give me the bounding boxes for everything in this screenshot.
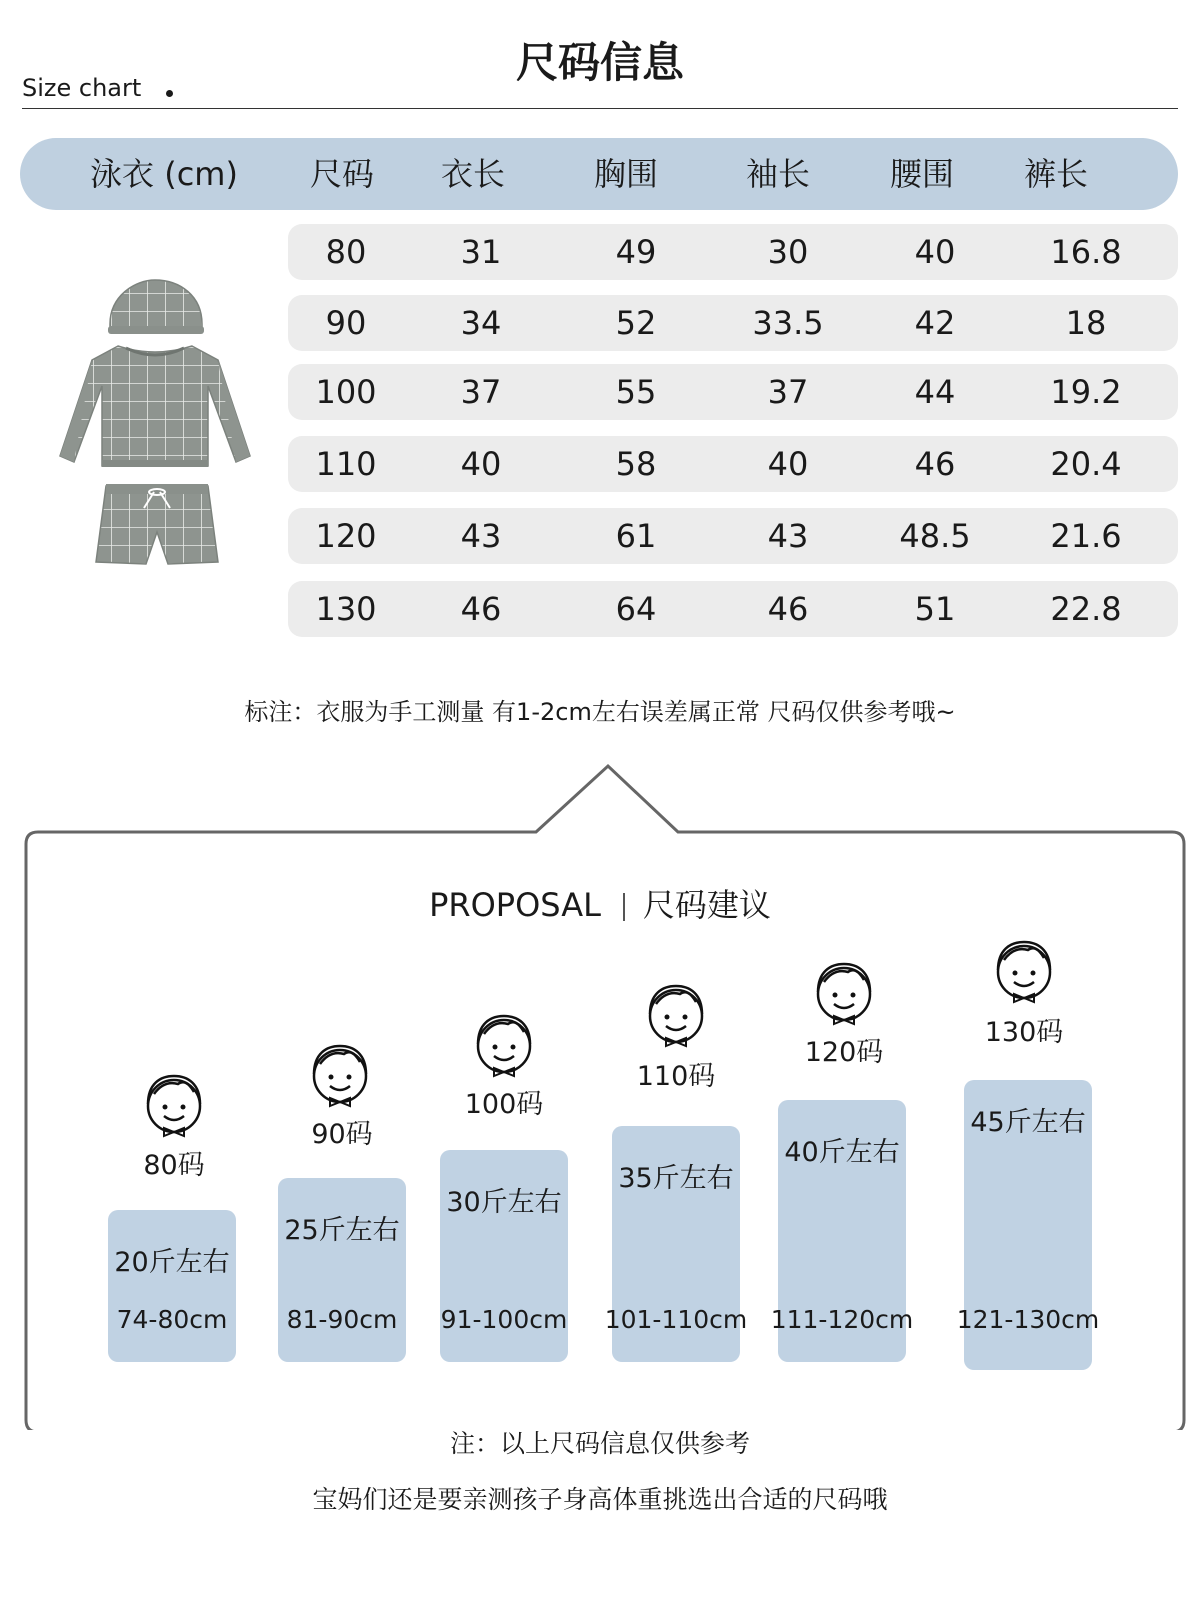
table-row bbox=[288, 295, 1178, 351]
cell-size: 80 bbox=[325, 233, 367, 271]
proposal-bar bbox=[956, 1080, 1100, 1370]
child-face-icon bbox=[810, 958, 878, 1030]
proposal-title bbox=[0, 880, 1200, 926]
cell-length: 37 bbox=[460, 373, 502, 411]
proposal-height: 91-100cm bbox=[440, 1305, 568, 1334]
cell-sleeve: 46 bbox=[767, 590, 809, 628]
proposal-bar bbox=[278, 1178, 406, 1362]
cell-chest: 58 bbox=[615, 445, 657, 483]
footer-advice: 宝妈们还是要亲测孩子身高体重挑选出合适的尺码哦 bbox=[312, 1485, 888, 1514]
cell-waist: 46 bbox=[914, 445, 956, 483]
column-header-sleeve: 袖长 bbox=[745, 155, 811, 193]
rash-guard-icon bbox=[60, 346, 250, 467]
proposal-size-label: 80码 bbox=[143, 1150, 205, 1181]
cell-pants-length: 16.8 bbox=[1050, 233, 1122, 271]
cell-chest: 49 bbox=[615, 233, 657, 271]
proposal-height: 111-120cm bbox=[770, 1305, 914, 1334]
proposal-weight: 30斤左右 bbox=[446, 1187, 562, 1218]
column-header-pants-length: 裤长 bbox=[1023, 155, 1089, 193]
proposal-height: 121-130cm bbox=[956, 1305, 1100, 1334]
proposal-size-label: 110码 bbox=[636, 1061, 716, 1092]
cell-waist: 42 bbox=[914, 304, 956, 342]
column-header-size: 尺码 bbox=[309, 155, 375, 193]
swimsuit-product-image bbox=[40, 276, 270, 586]
child-face-icon bbox=[306, 1040, 374, 1112]
swim-shorts-icon bbox=[96, 484, 218, 564]
proposal-title-cn: 尺码建议 bbox=[642, 886, 771, 924]
child-face-icon bbox=[990, 936, 1058, 1008]
cell-pants-length: 20.4 bbox=[1050, 445, 1122, 483]
header-divider bbox=[22, 108, 1178, 109]
column-header-length: 衣长 bbox=[440, 155, 506, 193]
table-row bbox=[288, 508, 1178, 564]
proposal-weight: 35斤左右 bbox=[618, 1163, 734, 1194]
bullet-dot bbox=[166, 90, 173, 97]
title-separator bbox=[623, 893, 625, 921]
table-row bbox=[288, 581, 1178, 637]
measurement-note: 标注：衣服为手工测量 有1-2cm左右误差属正常 尺码仅供参考哦~ bbox=[244, 698, 956, 726]
proposal-weight: 40斤左右 bbox=[784, 1137, 900, 1168]
column-header-swimwear: 泳衣 (cm) bbox=[90, 155, 238, 193]
child-face-icon bbox=[140, 1070, 208, 1142]
cell-sleeve: 40 bbox=[767, 445, 809, 483]
column-header-waist: 腰围 bbox=[889, 155, 955, 193]
proposal-bar bbox=[770, 1100, 914, 1362]
proposal-bar bbox=[108, 1210, 236, 1362]
cell-pants-length: 22.8 bbox=[1050, 590, 1122, 628]
cell-chest: 52 bbox=[615, 304, 657, 342]
proposal-title-en: PROPOSAL bbox=[429, 886, 601, 924]
proposal-size-label: 100码 bbox=[464, 1089, 544, 1120]
cell-size: 100 bbox=[315, 373, 377, 411]
cell-waist: 40 bbox=[914, 233, 956, 271]
page-subtitle: Size chart bbox=[22, 74, 142, 102]
proposal-bar bbox=[440, 1150, 568, 1362]
cell-waist: 44 bbox=[914, 373, 956, 411]
child-face-icon bbox=[470, 1010, 538, 1082]
column-header-chest: 胸围 bbox=[593, 155, 659, 193]
table-row bbox=[288, 436, 1178, 492]
cell-size: 110 bbox=[315, 445, 377, 483]
footer-note: 注：以上尺码信息仅供参考 bbox=[449, 1429, 750, 1458]
cell-sleeve: 30 bbox=[767, 233, 809, 271]
cell-pants-length: 21.6 bbox=[1050, 517, 1122, 555]
cell-sleeve: 43 bbox=[767, 517, 809, 555]
proposal-weight: 45斤左右 bbox=[970, 1107, 1086, 1138]
proposal-size-label: 130码 bbox=[984, 1017, 1064, 1048]
proposal-height: 74-80cm bbox=[116, 1305, 228, 1334]
proposal-height: 101-110cm bbox=[604, 1305, 748, 1334]
cell-size: 130 bbox=[315, 590, 377, 628]
size-table-header bbox=[20, 138, 1178, 210]
cell-length: 31 bbox=[460, 233, 502, 271]
table-row bbox=[288, 224, 1178, 280]
cell-length: 40 bbox=[460, 445, 502, 483]
cell-size: 120 bbox=[315, 517, 377, 555]
cell-length: 34 bbox=[460, 304, 502, 342]
cell-waist: 48.5 bbox=[899, 517, 971, 555]
child-face-icon bbox=[642, 980, 710, 1052]
cell-chest: 61 bbox=[615, 517, 657, 555]
table-row bbox=[288, 364, 1178, 420]
proposal-weight: 25斤左右 bbox=[284, 1215, 400, 1246]
proposal-height: 81-90cm bbox=[286, 1305, 398, 1334]
cell-size: 90 bbox=[325, 304, 367, 342]
cell-length: 46 bbox=[460, 590, 502, 628]
cell-length: 43 bbox=[460, 517, 502, 555]
proposal-size-label: 120码 bbox=[804, 1037, 884, 1068]
cell-chest: 64 bbox=[615, 590, 657, 628]
cell-chest: 55 bbox=[615, 373, 657, 411]
page-title: 尺码信息 bbox=[515, 38, 684, 87]
cell-sleeve: 33.5 bbox=[752, 304, 824, 342]
proposal-size-label: 90码 bbox=[311, 1119, 373, 1150]
cell-pants-length: 19.2 bbox=[1050, 373, 1122, 411]
cell-pants-length: 18 bbox=[1065, 304, 1107, 342]
swim-cap-icon bbox=[108, 280, 204, 334]
proposal-bar bbox=[604, 1126, 748, 1362]
cell-sleeve: 37 bbox=[767, 373, 809, 411]
cell-waist: 51 bbox=[914, 590, 956, 628]
proposal-weight: 20斤左右 bbox=[114, 1247, 230, 1278]
